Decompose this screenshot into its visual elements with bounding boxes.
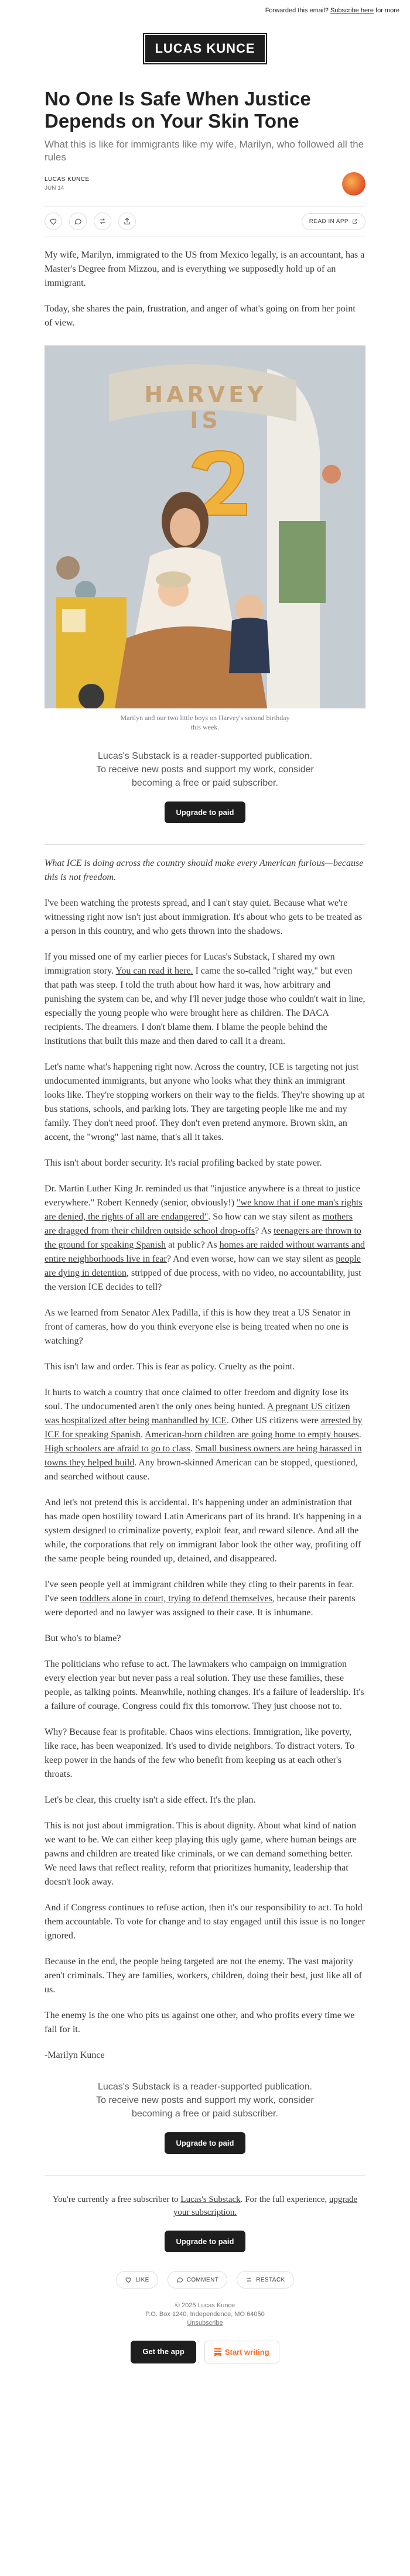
high-schoolers-link[interactable]: High schoolers are afraid to go to class — [45, 1444, 191, 1454]
arrested-spanish-link[interactable]: arrested by ICE for speaking Spanish — [45, 1416, 363, 1440]
teenagers-thrown-link[interactable]: teenagers are thrown to the ground for speaking Spanish — [45, 1226, 361, 1250]
text-run: I've seen people yell at immigrant children while they cling to their parents in fear. I've seen — [45, 1580, 354, 1604]
divider — [45, 844, 365, 845]
mothers-dragged-link[interactable]: mothers are dragged from their children outside school drop-offs — [45, 1212, 353, 1236]
text-run: ? And even worse, how can we stay silent as — [166, 1254, 334, 1264]
text-run: . — [190, 1444, 193, 1454]
post-title[interactable]: No One Is Safe When Justice Depends on Your Skin Tone — [45, 88, 311, 132]
dying-in-detention-link[interactable]: people are dying in detention — [45, 1254, 361, 1278]
subscribe-box-bottom — [94, 2080, 316, 2154]
read-in-app-label: READ IN APP — [309, 218, 348, 225]
paragraph: I've been watching the protests spread, and I can't stay quiet. Because what we're witnessing right now isn't just about immigration. It's about who gets to be treated as a person in this country, and who gets thrown into the shadows. — [45, 898, 363, 936]
banner-text: HARVEY IS — [144, 382, 267, 433]
paragraph: As we learned from Senator Alex Padilla, if this is how they treat a US Senator in front of cameras, how do you think everyone else is being treated when no one is watching? — [45, 1308, 351, 1346]
like-label: LIKE — [135, 2276, 149, 2283]
author-avatar[interactable] — [342, 172, 365, 196]
text-run: . For the full experience, — [240, 2195, 327, 2204]
external-link-icon — [352, 218, 358, 224]
text-run: . Other US citizens were — [227, 1416, 319, 1426]
restack-button[interactable] — [94, 213, 111, 230]
start-writing-button[interactable] — [204, 2341, 279, 2363]
copyright: © 2025 Lucas Kunce — [175, 2302, 235, 2309]
forward-text: Forwarded this email? — [265, 7, 329, 14]
restack-icon — [98, 217, 107, 225]
text-run: It hurts to watch a country that once claimed to offer freedom and dignity lose its soul. The undocumented aren't the only ones being hunted. — [45, 1388, 349, 1412]
subscribe-here-link[interactable]: Subscribe here — [330, 7, 374, 14]
paragraph: Because in the end, the people being targeted are not the enemy. The vast majority aren't criminals. They are families, workers, children, doing their best, just like all of us. — [45, 1957, 362, 1995]
text-run: Dr. Martin Luther King Jr. reminded us that "injustice anywhere is a threat to justice everywhere." Robert Kennedy (senior, obviously!) — [45, 1184, 360, 1208]
small-business-link[interactable]: Small business owners are being harassed in towns they helped build — [45, 1444, 362, 1468]
text-run: ? As — [255, 1226, 272, 1236]
intro-paragraph: My wife, Marilyn, immigrated to the US from Mexico legally, is an accountant, has a Master's Degree from Mizzou, and is everything we supposedly hold up of an immigrant. — [45, 250, 365, 288]
text-run: If you missed one of my earlier pieces for Lucas's Substack, I shared my own immigration story. — [45, 952, 335, 976]
free-subscriber-notice — [45, 2193, 365, 2219]
forward-tail: for more — [375, 7, 399, 14]
get-the-app-button[interactable]: Get the app — [131, 2341, 196, 2363]
paragraph: Let's name what's happening right now. Across the country, ICE is targeting not just undocumented immigrants, but anyone who looks what they think an immigrant looks like. They're stopping workers on their way to the fields. They're showing up at bus stations, schools, and parking lots. They are targeting people like me and my family. They don't need proof. They don't even pretend anymore. Brown skin, an accent, the "wrong" last name, that's all it takes. — [45, 1062, 365, 1142]
restack-label: RESTACK — [256, 2276, 285, 2283]
upgrade-wrap — [45, 2219, 365, 2252]
post-subtitle: What this is like for immigrants like my wife, Marilyn, who followed all the rules — [45, 139, 364, 163]
family-photo[interactable] — [45, 345, 365, 708]
pregnant-citizen-link[interactable]: A pregnant US citizen was hospitalized after being manhandled by ICE — [45, 1402, 350, 1426]
author-name[interactable]: LUCAS KUNCE — [45, 176, 90, 183]
footer-like-button[interactable] — [116, 2271, 158, 2289]
restack-icon — [245, 2276, 252, 2283]
footer-comment-button[interactable] — [168, 2271, 227, 2289]
unsubscribe-link[interactable]: Unsubscribe — [187, 2320, 223, 2327]
text-run: . So how can we stay silent as — [208, 1212, 320, 1222]
immigration-story-link[interactable]: You can read it here. — [115, 966, 193, 976]
text-run: . Any brown-skinned American can be stopped, questioned, and searched without cause. — [45, 1458, 358, 1482]
photo-caption: Marilyn and our two little boys on Harvey's second birthday this week. — [120, 714, 290, 731]
reaction-bar — [45, 2271, 365, 2289]
paragraph: This is not just about immigration. This is about dignity. About what kind of nation we want to be. We can either keep playing this ugly game, where human beings are pawns and children are treated like criminals, or we can demand something better. We need laws that reflect reality, reform that prioritizes humanity, leadership that doesn't look away. — [45, 1821, 357, 1887]
paragraph: Let's be clear, this cruelty isn't a side effect. It's the plan. — [45, 1795, 256, 1805]
text-run: , stripped of due process, with no video, no accountability, just the version ICE decides to tell? — [45, 1268, 361, 1292]
toddlers-court-link[interactable]: toddlers alone in court, trying to defend themselves — [79, 1594, 272, 1604]
article-body — [45, 857, 365, 2063]
divider — [45, 2175, 365, 2176]
paragraph — [45, 1182, 365, 1294]
publication-logo[interactable]: LUCAS KUNCE — [144, 34, 265, 63]
substack-icon — [214, 2348, 221, 2356]
comment-label: COMMENT — [186, 2276, 219, 2283]
footer-restack-button[interactable] — [237, 2271, 293, 2289]
text-run: , because their parents were deported and no lawyer was assigned to their case. It is inhumane. — [45, 1594, 356, 1618]
share-button[interactable] — [118, 213, 136, 230]
address: P.O. Box 1240, Independence, MO 64050 — [145, 2311, 265, 2318]
like-button[interactable] — [45, 213, 62, 230]
signature: -Marilyn Kunce — [45, 2050, 105, 2060]
empty-houses-link[interactable]: American-born children are going home to empty houses — [145, 1430, 359, 1440]
upgrade-to-paid-button[interactable]: Upgrade to paid — [165, 801, 246, 823]
upgrade-subscription-link[interactable]: upgrade your subscription. — [173, 2195, 358, 2217]
intro-paragraph: Today, she shares the pain, frustration, and anger of what's going on from her point of view. — [45, 304, 356, 328]
comment-button[interactable] — [69, 213, 87, 230]
heart-icon — [49, 217, 57, 225]
read-in-app-button[interactable] — [302, 213, 365, 230]
heart-icon — [125, 2276, 132, 2283]
comment-icon — [176, 2276, 183, 2283]
article-lead: What ICE is doing across the country should make every American furious—because this is not freedom. — [45, 858, 364, 882]
app-buttons — [45, 2341, 365, 2363]
spacer — [45, 2363, 365, 2387]
share-icon — [123, 217, 131, 225]
text-run: I came the so-called "right way," but even that path was steep. I told the truth about how hard it was, how arbitrary and punishing the system can be, and why I'll never judge those who couldn't wait in line, especially the young people who were brought here as children. The DACA recipients. The dreamers. I don't blame them. I blame the people behind the institutions that built this maze and then dared to call it a dream. — [45, 966, 365, 1046]
text-run: . — [140, 1430, 143, 1440]
paragraph — [45, 950, 365, 1049]
text-run: You're currently a free subscriber to — [52, 2195, 179, 2204]
paragraph — [45, 1578, 365, 1620]
start-writing-label: Start writing — [224, 2348, 269, 2356]
paragraph: The enemy is the one who pits us against one other, and who profits every time we fall for it. — [45, 2010, 355, 2034]
subscribe-text: Lucas's Substack is a reader-supported publication. To receive new posts and support my work, consider becoming a free or paid subscriber. — [96, 2082, 314, 2119]
paragraph: This isn't about border security. It's racial profiling backed by state power. — [45, 1158, 322, 1168]
byline — [45, 172, 365, 196]
paragraph: Why? Because fear is profitable. Chaos wins elections. Immigration, like poverty, like race, has been weaponized. It's used to divide neighbors. To distract voters. To keep power in the hands of the few who benefit from keeping us at each other's throats. — [45, 1727, 355, 1779]
homes-raided-link[interactable]: homes are raided without warrants and entire neighborhoods live in fear — [45, 1240, 365, 1264]
paragraph: And if Congress continues to refuse action, then it's our responsibility to act. To hold them accountable. To vote for change and to stay engaged until this issue is no longer ignored. — [45, 1903, 365, 1941]
rfk-quote-link[interactable]: "we know that if one man's rights are denied, the rights of all are endangered" — [45, 1198, 363, 1222]
paragraph: And let's not pretend this is accidental. It's happening under an administration that has made open hostility toward Latin Americans part of its brand. It's happening in a system designed to criminalize poverty, exploit fear, and reward silence. And all the while, the corporations that rely on immigrant labor look the other way, profiting off the same people being rounded up, detained, and disappeared. — [45, 1498, 361, 1564]
paragraph: But who's to blame? — [45, 1633, 121, 1643]
paragraph: The politicians who refuse to act. The lawmakers who campaign on immigration every election year but never pass a real solution. They use these families, these people, as talking points. Meanwhile, nothing changes. It's a failure of leadership. It's a failure of courage. Congress could fix this tomorrow. They just choose not to. — [45, 1659, 364, 1711]
post-actions — [45, 206, 365, 237]
subscribe-box — [94, 749, 316, 823]
legal-footer — [45, 2301, 365, 2328]
subscribe-text: Lucas's Substack is a reader-supported publication. To receive new posts and support my work, consider becoming a free or paid subscriber. — [96, 751, 314, 788]
text-run: at public? As — [166, 1240, 217, 1250]
comment-icon — [74, 217, 82, 225]
publication-link[interactable]: Lucas's Substack — [180, 2195, 241, 2204]
paragraph: This isn't law and order. This is fear as policy. Cruelty as the point. — [45, 1362, 295, 1372]
upgrade-to-paid-button[interactable]: Upgrade to paid — [165, 2132, 246, 2154]
post-container — [45, 88, 365, 2387]
forward-notice — [0, 0, 410, 18]
text-run: . — [358, 1430, 361, 1440]
upgrade-to-paid-button[interactable]: Upgrade to paid — [165, 2231, 246, 2252]
intro — [45, 248, 365, 330]
masthead — [0, 34, 410, 63]
paragraph — [45, 1386, 365, 1484]
post-date: JUN 14 — [45, 185, 64, 191]
